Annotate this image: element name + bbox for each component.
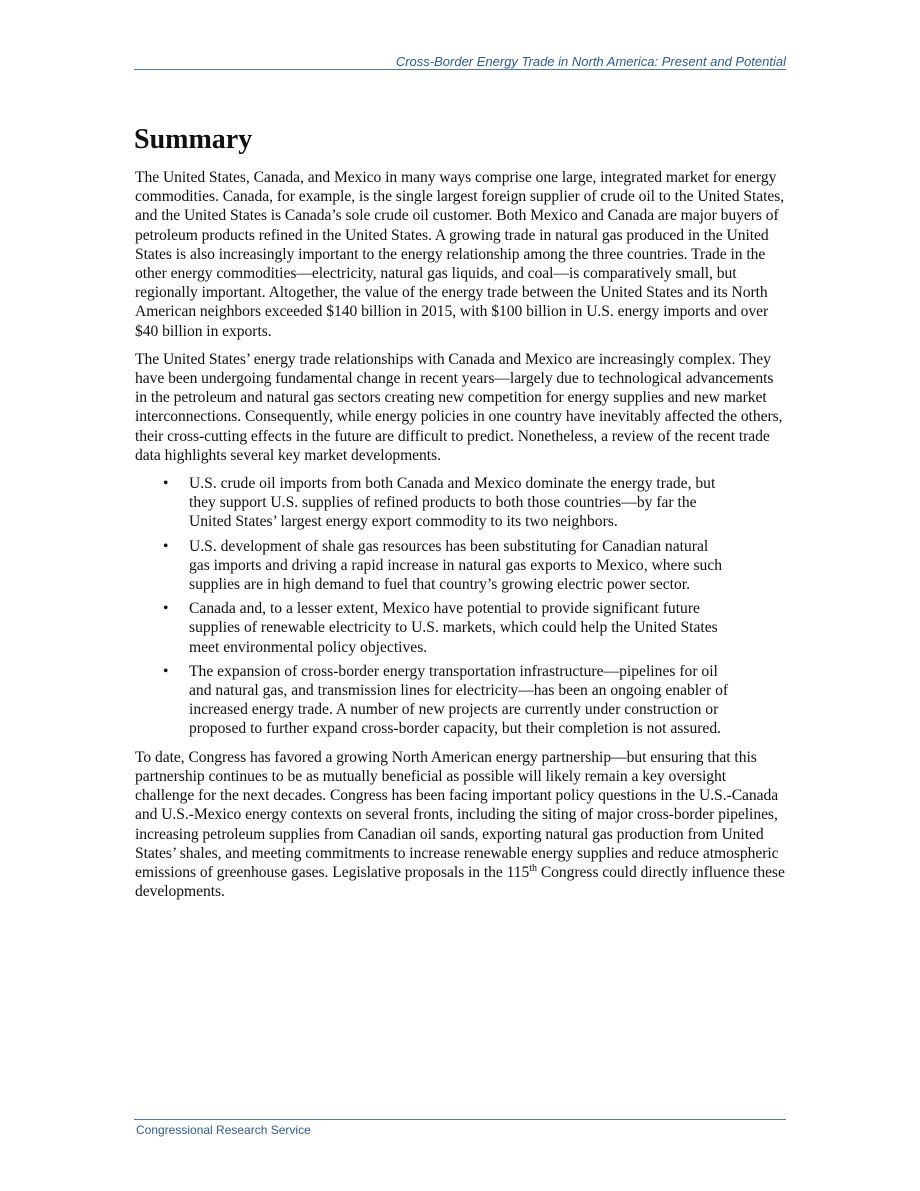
running-header: Cross-Border Energy Trade in North America: Present and Potential bbox=[395, 54, 786, 69]
body-paragraph: The United States, Canada, and Mexico in many ways comprise one large, integrated market for energy commodities. Canada, for example, is the single largest foreign supplier of crude oil to the United States, and the United States is Canada’s sole crude oil customer. Both Mexico and Canada are major buyers of petroleum products refined in the United States. A growing trade in natural gas produced in the United States is also increasingly important to the energy relationship among the three countries. Trade in the other energy commodities—electricity, natural gas liquids, and coal—is comparatively small, but regionally important. Altogether, the value of the energy trade between the United States and its North American neighbors exceeded $140 billion in 2015, with $100 billion in U.S. energy imports and over $40 billion in exports. bbox=[135, 169, 785, 340]
bullet-item bbox=[135, 537, 729, 595]
bullet-text: U.S. development of shale gas resources has been substituting for Canadian natural gas imports and driving a rapid increase in natural gas exports to Mexico, where such supplies are in high demand to fuel that country’s growing electric power sector. bbox=[189, 537, 723, 594]
bullet-text: U.S. crude oil imports from both Canada and Mexico dominate the energy trade, but they support U.S. supplies of refined products to both those countries—by far the United States’ largest energy export commodity to its two neighbors. bbox=[189, 475, 716, 531]
ordinal-superscript: th bbox=[529, 862, 537, 874]
summary-body bbox=[135, 168, 785, 910]
bullet-list bbox=[135, 474, 785, 739]
closing-paragraph bbox=[135, 748, 785, 902]
bullet-marker: • bbox=[163, 537, 169, 555]
bullet-marker: • bbox=[163, 662, 169, 680]
footer-rule bbox=[134, 1119, 786, 1120]
bullet-item bbox=[135, 662, 729, 739]
bullet-item bbox=[135, 474, 729, 532]
bullet-item bbox=[135, 599, 729, 657]
bullet-marker: • bbox=[163, 600, 169, 618]
bullet-text: Canada and, to a lesser extent, Mexico have potential to provide significant future supplies of renewable electricity to U.S. markets, which could help the United States meet environmental policy objectives. bbox=[189, 600, 718, 656]
page-title: Summary bbox=[134, 124, 253, 155]
footer-source: Congressional Research Service bbox=[136, 1123, 311, 1137]
closing-text-end: Congress could directly influence these developments. bbox=[135, 863, 785, 901]
closing-text: To date, Congress has favored a growing North American energy partnership—but ensuring that this partnership continues to be as mutually beneficial as possible will likely remain a key oversight challenge for the next decades. Congress has been facing important policy questions in the U.S.-Canada and U.S.-Mexico energy contexts on several fronts, including the siting of major cross-border pipelines, increasing petroleum supplies from Canadian oil sands, exporting natural gas production from United States’ shales, and meeting commitments to increase renewable energy supplies and reduce atmospheric emissions of greenhouse gases. Legislative proposals in the 115 bbox=[135, 748, 779, 881]
bullet-text: The expansion of cross-border energy transportation infrastructure—pipelines for oil and natural gas, and transmission lines for electricity—has been an ongoing enabler of increased energy trade. A number of new projects are currently under construction or proposed to further expand cross-border capacity, but their completion is not assured. bbox=[189, 662, 729, 738]
bullet-marker: • bbox=[163, 475, 169, 493]
header-rule bbox=[134, 69, 786, 70]
body-paragraph: The United States’ energy trade relationships with Canada and Mexico are increasingly complex. They have been undergoing fundamental change in recent years—largely due to technological advancements in the petroleum and natural gas sectors creating new competition for energy supplies and new market interconnections. Consequently, while energy policies in one country have inevitably affected the others, their cross-cutting effects in the future are difficult to predict. Nonetheless, a review of the recent trade data highlights several key market developments. bbox=[135, 350, 783, 464]
